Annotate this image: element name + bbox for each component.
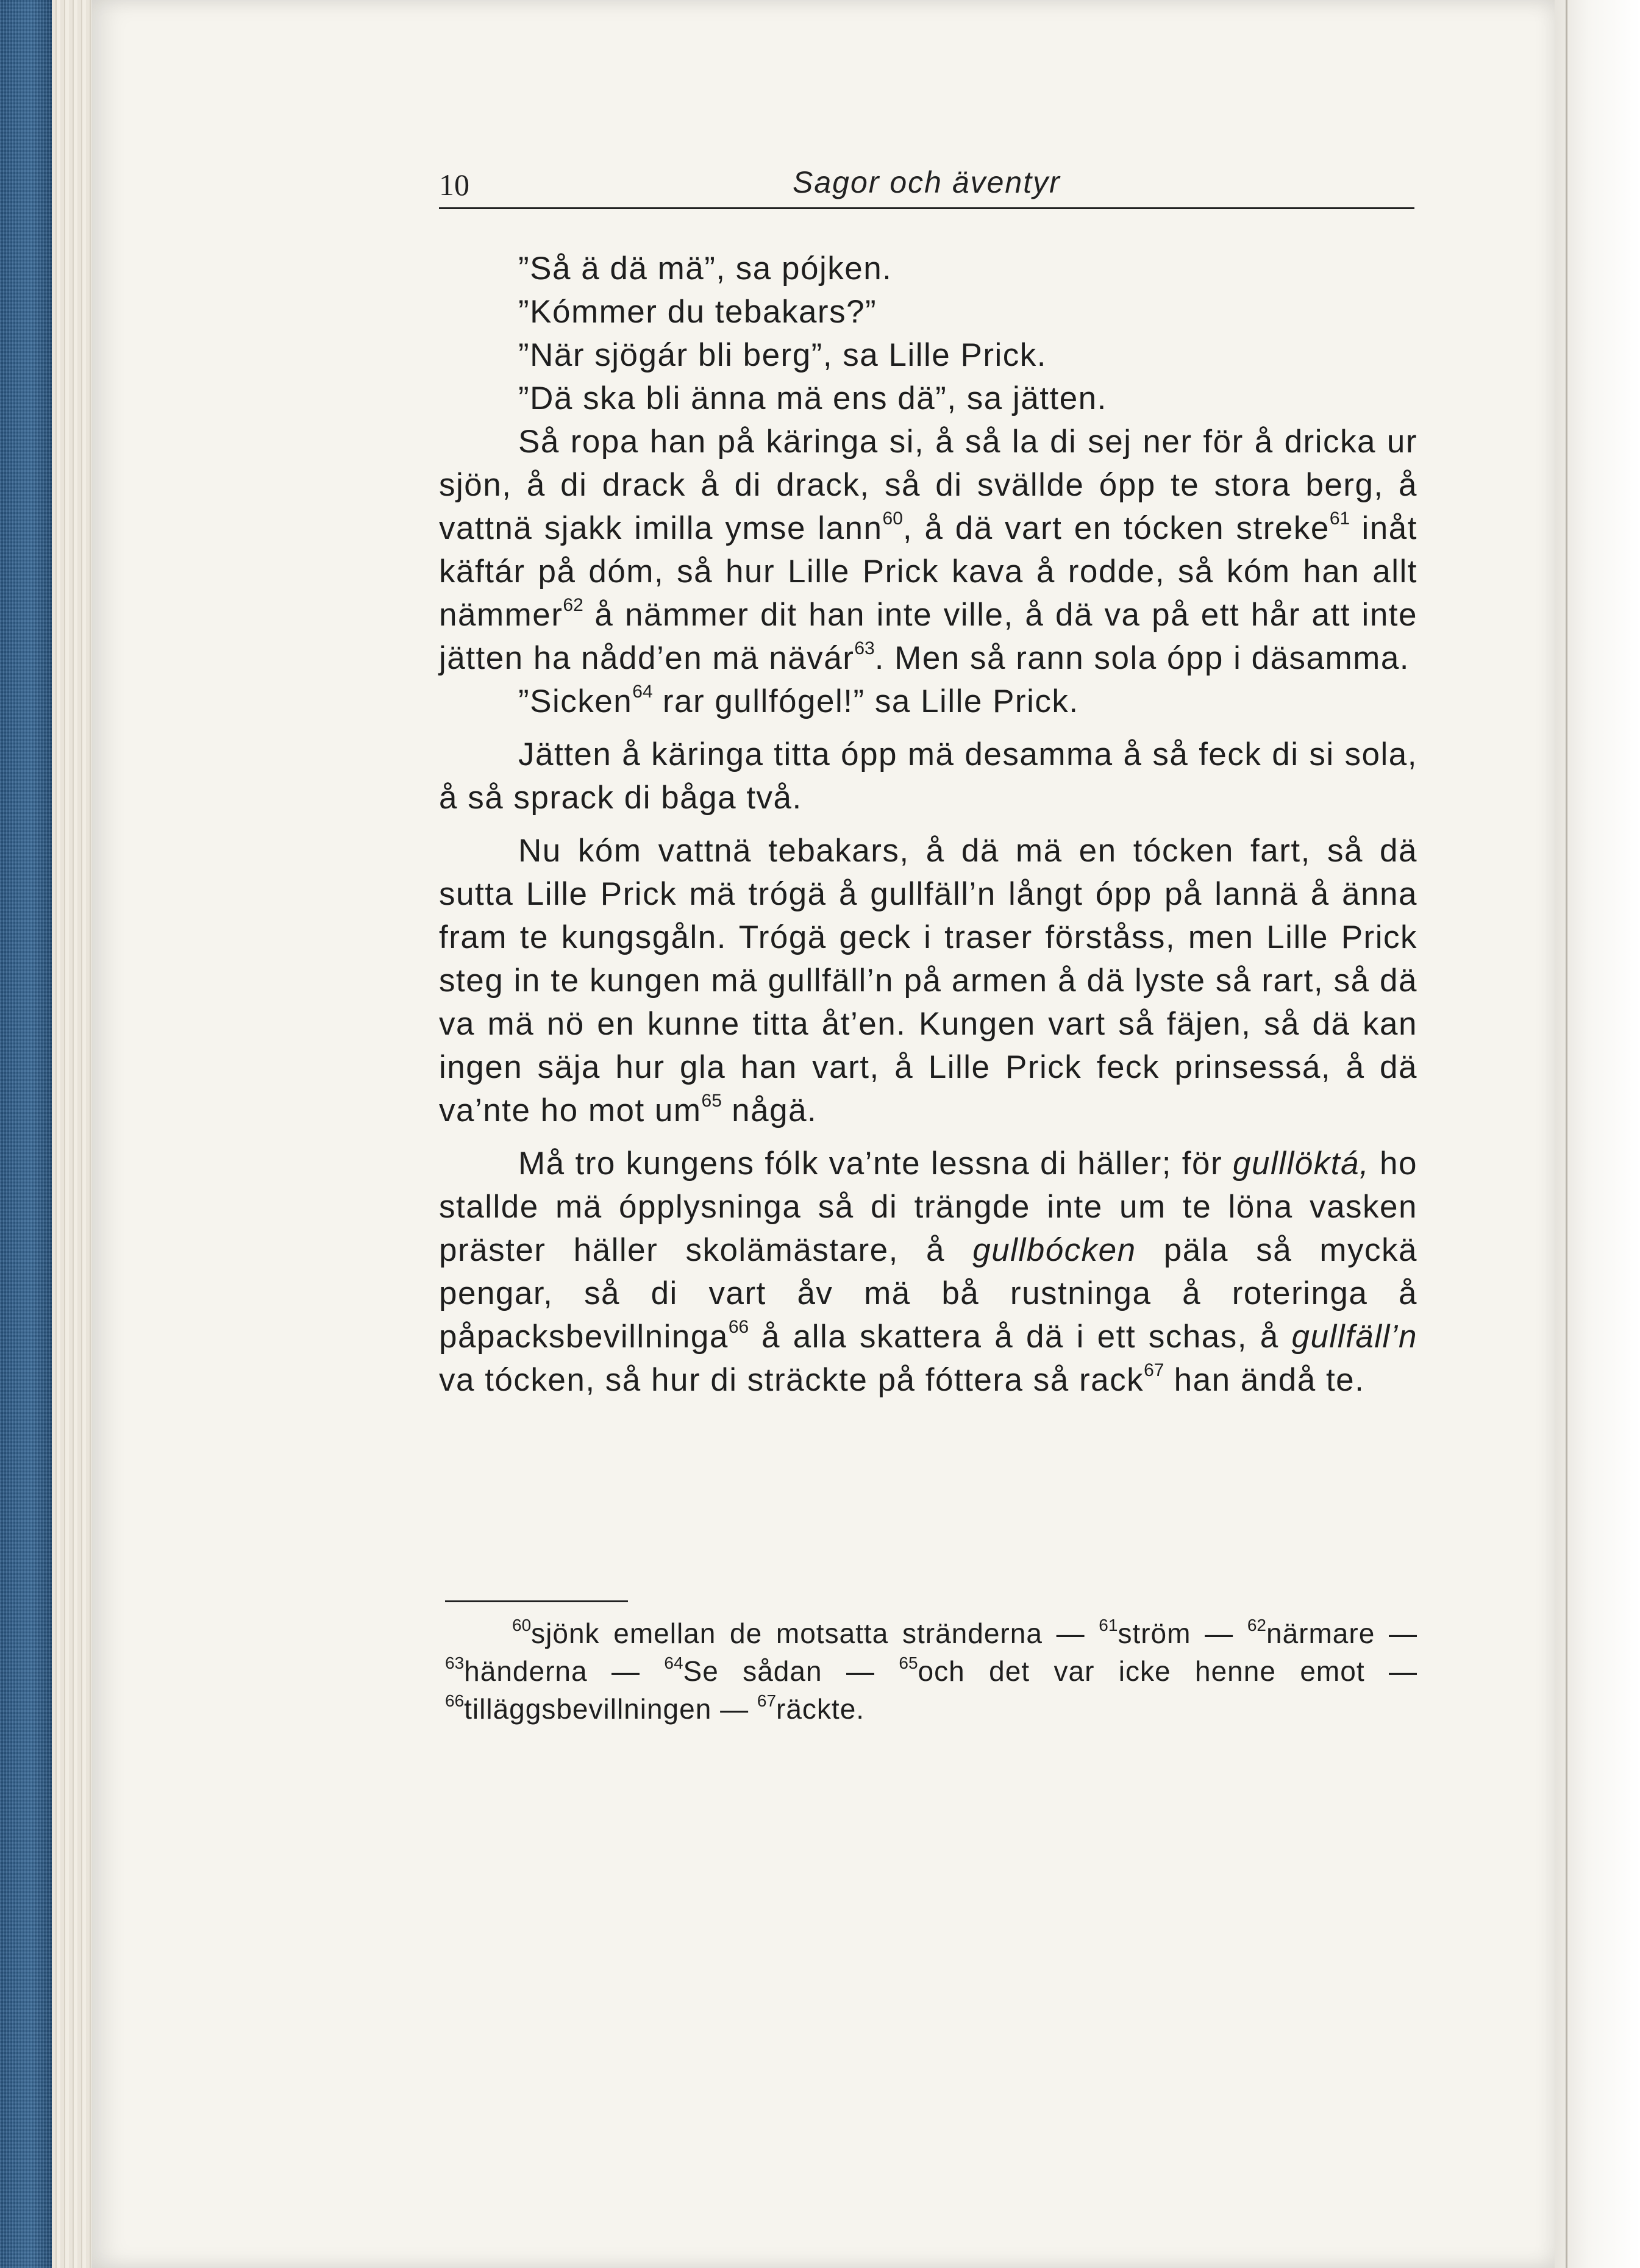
text: ”Så ä dä mä”, sa pójken.	[518, 251, 893, 287]
text: , å dä vart en tócken streke	[902, 510, 1330, 546]
italic-text: gullbócken	[972, 1232, 1136, 1268]
footnote-rule	[445, 1600, 628, 1602]
page-header	[439, 165, 1414, 209]
text: rar gullfógel!” sa Lille Prick.	[652, 683, 1079, 719]
italic-text: gullfäll’n	[1291, 1319, 1417, 1355]
footnote-ref: 61	[1329, 508, 1350, 529]
footnote-ref: 62	[563, 595, 583, 615]
text: Nu kóm vattnä tebakars, å dä mä en tócken fart, så dä sutta Lille Prick mä trógä å gullfäll’n långt ópp på lannä å änna fram te kungsgåln. Trógä geck i traser förståss, men Lille Prick steg in te kungen mä gullfäll’n på armen å dä lyste så rart, så dä va mä nö en kunne titta åt’en. Kungen vart så fäjen, så dä kan ingen säja hur gla han vart, å Lille Prick feck prinsessá, å dä va’nte ho mot um	[439, 833, 1417, 1129]
footnote-text: Se sådan —	[683, 1655, 899, 1687]
text: ”Kómmer du tebakars?”	[518, 294, 877, 330]
footnote-text: sjönk emellan de motsatta stränderna —	[531, 1617, 1099, 1649]
facing-page-edge	[1555, 0, 1640, 2268]
footnotes	[445, 1614, 1417, 1728]
footnote-ref: 64	[632, 682, 653, 702]
footnote-number: 62	[1247, 1616, 1266, 1635]
paragraph	[439, 247, 1417, 290]
footnote-text: händerna —	[464, 1655, 665, 1687]
running-title: Sagor och äventyr	[793, 165, 1061, 199]
footnote-ref: 67	[1144, 1360, 1164, 1380]
text: inåt käftár på dóm, så hur Lille Prick kava å rodde, så kóm han allt nämmer	[439, 510, 1417, 633]
footnote-number: 64	[664, 1653, 683, 1672]
text: ho stallde mä ópplysninga så di trängde inte um te löna vasken präster häller skolämästare, å	[439, 1146, 1417, 1268]
footnote-number: 61	[1099, 1616, 1118, 1635]
footnote-number: 63	[445, 1653, 465, 1672]
footnote-text: räckte.	[776, 1693, 865, 1725]
book-binding-cloth	[0, 0, 52, 2268]
footnote-number: 67	[757, 1691, 777, 1710]
page-number: 10	[439, 168, 469, 202]
text: va tócken, så hur di sträckte på fóttera så rack	[439, 1362, 1144, 1398]
footnote-number: 65	[899, 1653, 918, 1672]
text: å nämmer dit han inte ville, å dä va på ett hår att inte jätten ha nådd’en mä nävár	[439, 597, 1417, 676]
footnote-text: närmare —	[1266, 1617, 1417, 1649]
paragraph	[439, 290, 1417, 333]
text: . Men så rann sola ópp i däsamma.	[874, 640, 1410, 676]
text: ”Dä ska bli änna mä ens dä”, sa jätten.	[518, 380, 1107, 416]
text: å alla skattera å dä i ett schas, å	[749, 1319, 1292, 1355]
footnote-number: 66	[445, 1691, 465, 1710]
footnote-text: och det var icke henne emot —	[918, 1655, 1418, 1687]
text: Jätten å käringa titta ópp mä desamma å så feck di si sola, å så sprack di båga två.	[439, 736, 1417, 816]
text: päla så myckä pengar, så di vart åv mä bå rustninga å roteringa å påpacksbevillninga	[439, 1232, 1417, 1355]
page-divider	[1566, 0, 1567, 2268]
footnote-text: ström —	[1118, 1617, 1247, 1649]
paragraph	[439, 829, 1417, 1132]
text: ”När sjögár bli berg”, sa Lille Prick.	[518, 337, 1047, 373]
italic-text: gulllöktá,	[1233, 1146, 1370, 1182]
text: ”Sicken	[518, 683, 633, 719]
footnote-ref: 66	[728, 1317, 749, 1337]
text: någä.	[721, 1093, 818, 1129]
text: Så ropa han på käringa si, å så la di sej ner för å dricka ur sjön, å di drack å di drack, så di svällde ópp te stora berg, å vattnä sjakk imilla ymse lann	[439, 424, 1417, 546]
paragraph	[439, 377, 1417, 420]
footnote-number: 60	[512, 1616, 532, 1635]
paragraph	[439, 733, 1417, 819]
paragraph	[439, 680, 1417, 723]
body-text	[439, 247, 1417, 1402]
footnote-ref: 65	[701, 1091, 722, 1111]
footnote-ref: 63	[854, 638, 875, 658]
paragraph	[439, 333, 1417, 377]
paragraph	[439, 1142, 1417, 1402]
text: han ändå te.	[1164, 1362, 1365, 1398]
footnote-block	[445, 1614, 1417, 1728]
text: Må tro kungens fólk va’nte lessna di häller; för	[518, 1146, 1233, 1182]
footnote-text: tilläggsbevillningen —	[464, 1693, 757, 1725]
paragraph	[439, 420, 1417, 680]
footnote-ref: 60	[882, 508, 903, 529]
